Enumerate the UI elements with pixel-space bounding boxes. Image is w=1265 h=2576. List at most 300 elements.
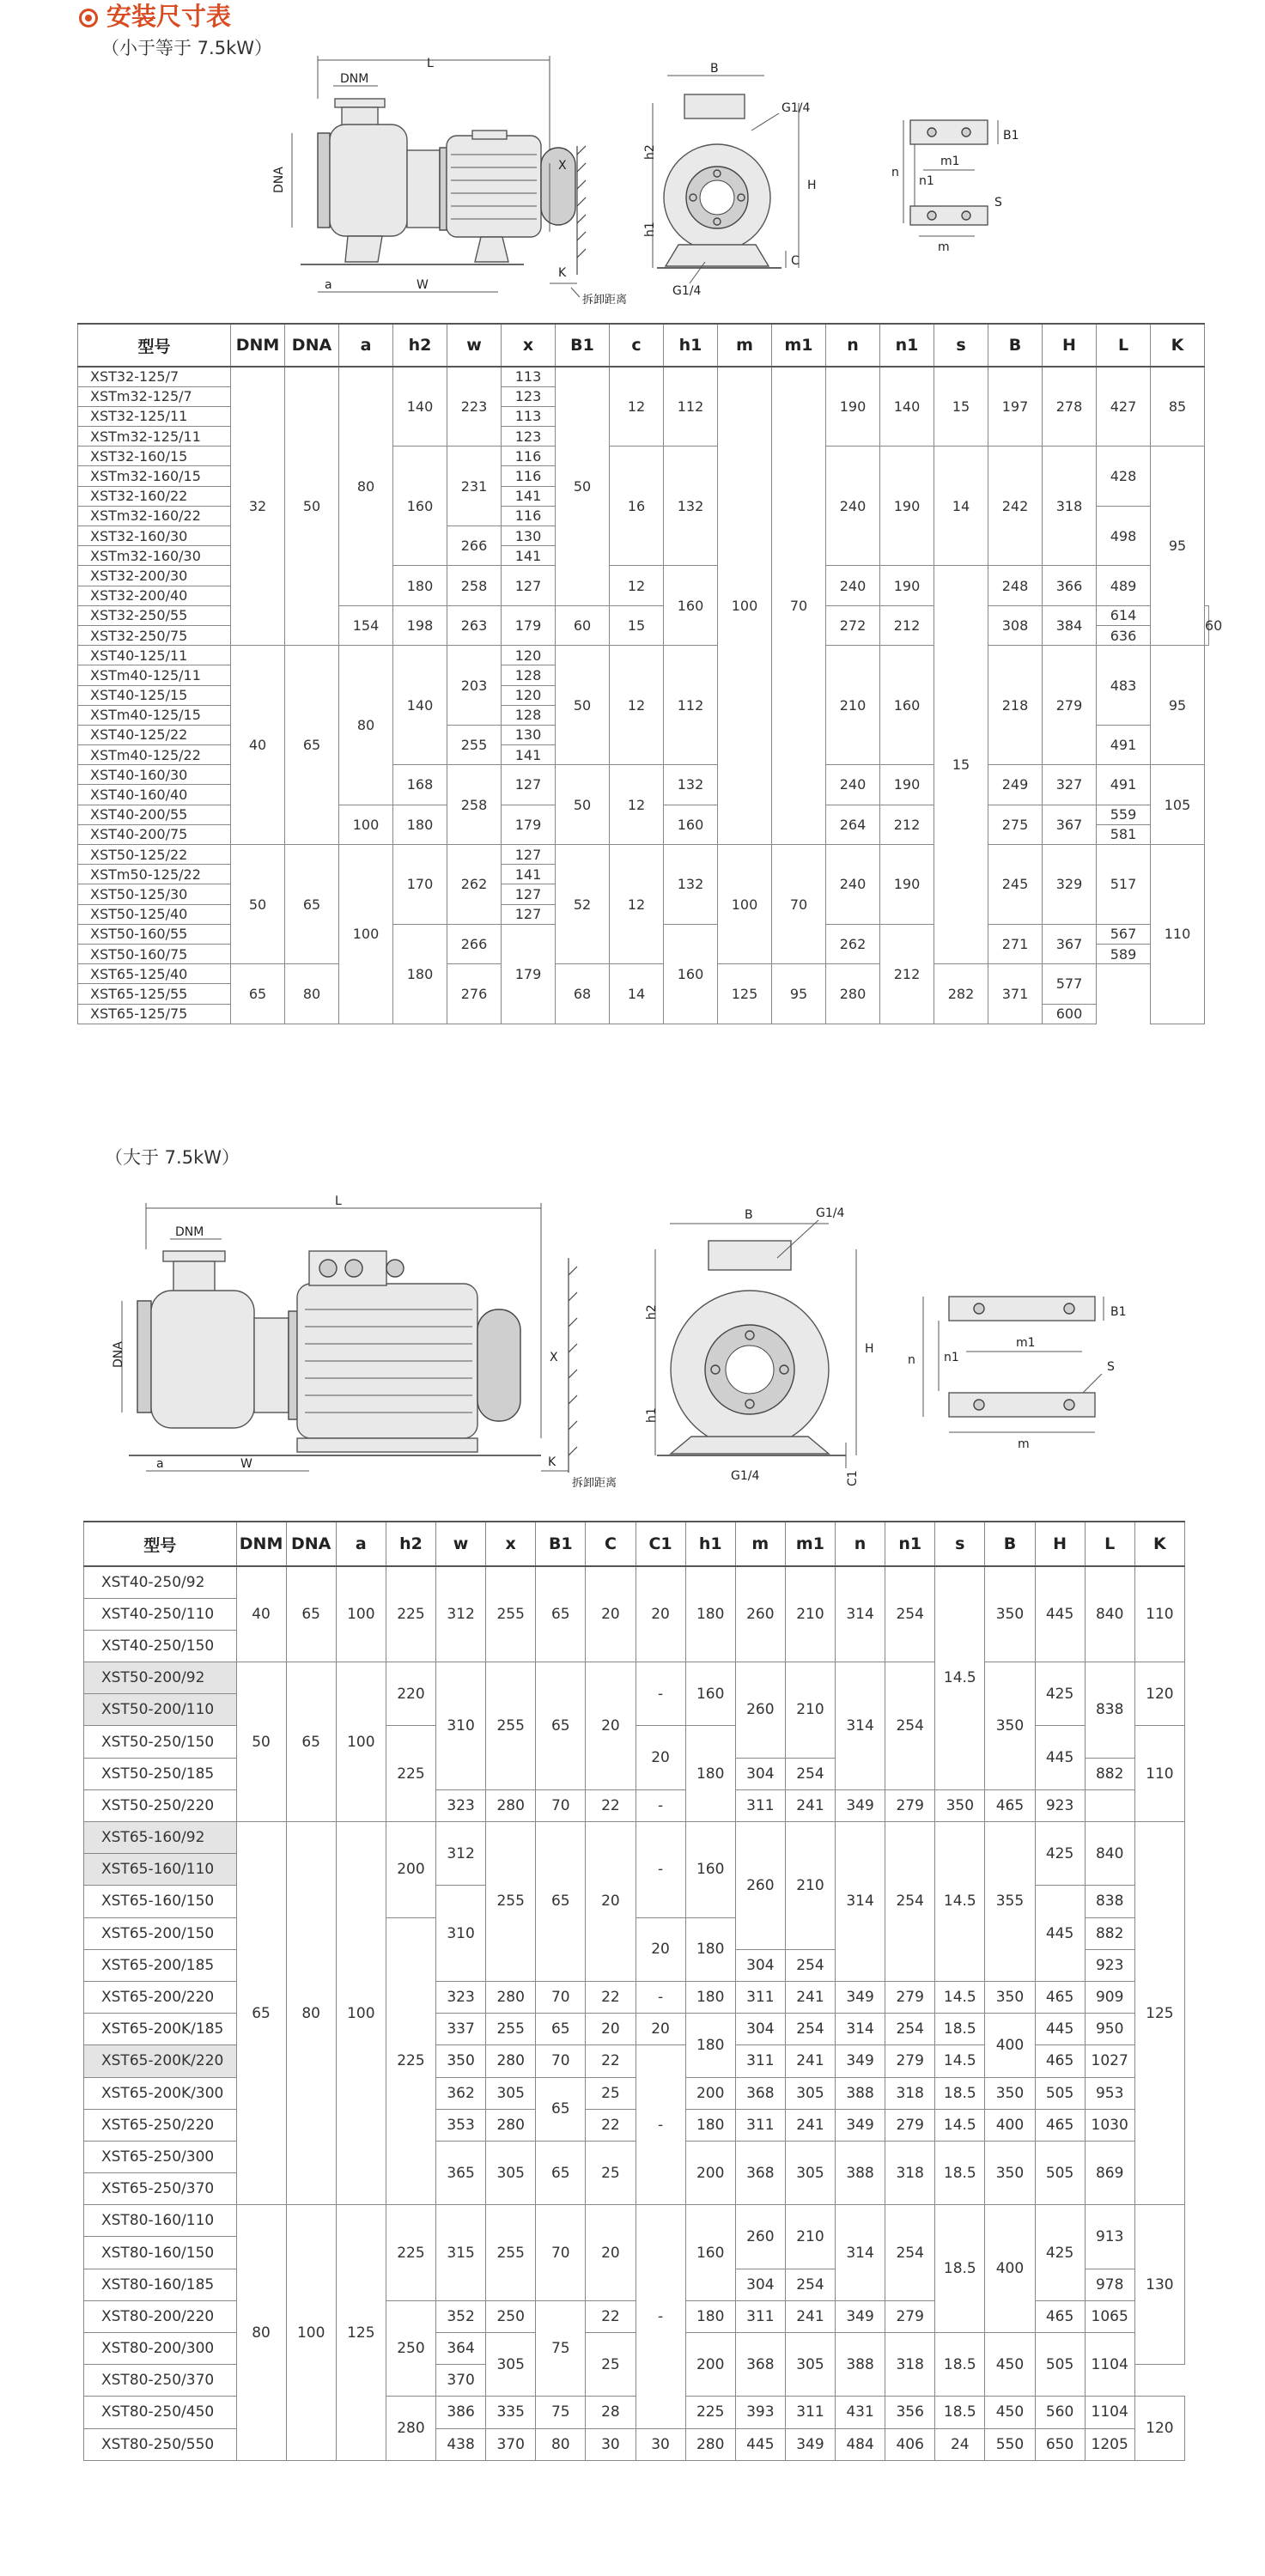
table-cell: 160: [664, 924, 718, 1024]
table-cell: 40: [231, 646, 285, 845]
table-header-row: [84, 1522, 1185, 1566]
svg-text:DNM: DNM: [175, 1225, 204, 1239]
table-cell: 353: [436, 2109, 486, 2141]
table-cell: 50: [236, 1662, 286, 1822]
table-cell: 386: [436, 2397, 486, 2428]
table-cell: 160: [880, 646, 934, 765]
table-cell: 305: [785, 2077, 835, 2109]
table-cell: 279: [885, 2109, 935, 2141]
table-cell: 260: [735, 1662, 785, 1759]
model-cell: XST32-125/7: [78, 367, 231, 386]
table-cell: 438: [436, 2428, 486, 2460]
table-cell: 70: [536, 2205, 586, 2301]
table-cell: 12: [610, 765, 664, 845]
table-cell: 242: [988, 447, 1043, 566]
table-cell: 400: [985, 2109, 1035, 2141]
table-cell: 311: [785, 2397, 835, 2428]
table-cell: 210: [785, 1662, 835, 1759]
model-cell: XST50-125/22: [78, 845, 231, 865]
table-cell: 210: [785, 1822, 835, 1950]
table-cell: 160: [685, 1822, 735, 1918]
model-cell: XST32-250/75: [78, 625, 231, 645]
table-cell: 198: [393, 605, 447, 645]
table-cell: 262: [826, 924, 880, 963]
table-row: [84, 1662, 1185, 1694]
table-cell: 491: [1097, 765, 1151, 805]
table-cell: 20: [636, 1566, 685, 1662]
table-cell: 254: [885, 1566, 935, 1662]
table-cell: 255: [486, 2014, 536, 2045]
model-cell: XST65-125/75: [78, 1004, 231, 1024]
model-cell: XST65-200K/220: [84, 2045, 237, 2077]
pump-side-view-drawing-large: [112, 1194, 617, 1490]
table-cell: 20: [636, 1917, 685, 1981]
model-cell: XST40-200/75: [78, 824, 231, 844]
table-cell: 112: [664, 367, 718, 447]
subtitle-large-power: （大于 7.5kW）: [105, 1147, 240, 1168]
table-cell: 271: [988, 924, 1043, 963]
table-cell: 349: [836, 2109, 885, 2141]
model-cell: XST65-125/40: [78, 964, 231, 984]
table-cell: 280: [486, 1981, 536, 2013]
table-cell: 1104: [1085, 2333, 1134, 2397]
table-cell: 52: [556, 845, 610, 964]
table-cell: 210: [826, 646, 880, 765]
table-cell: 308: [988, 605, 1043, 645]
table-cell: 428: [1097, 447, 1151, 507]
table-cell: 95: [1151, 447, 1205, 646]
col-header: C: [586, 1522, 636, 1566]
table-cell: 80: [285, 964, 339, 1024]
table-cell: 18.5: [935, 2141, 985, 2204]
table-cell: 388: [836, 2333, 885, 2397]
table-cell: 505: [1035, 2077, 1085, 2109]
table-cell: 241: [785, 2045, 835, 2077]
svg-text:a: a: [156, 1457, 164, 1471]
table-cell: 560: [1035, 2397, 1085, 2428]
model-cell: XST32-160/15: [78, 447, 231, 466]
table-cell: 255: [486, 1566, 536, 1662]
table-cell: 279: [885, 1789, 935, 1821]
table-cell: 367: [1043, 924, 1097, 963]
table-cell: 140: [393, 367, 447, 447]
table-cell: 364: [436, 2333, 486, 2365]
model-cell: XST32-125/11: [78, 406, 231, 426]
table-cell: -: [636, 2205, 685, 2428]
table-cell: 123: [502, 386, 556, 406]
model-cell: XST80-250/550: [84, 2428, 237, 2460]
table-cell: 223: [447, 367, 502, 447]
table-cell: 250: [486, 2300, 536, 2332]
table-cell: 240: [826, 566, 880, 605]
table-cell: 212: [880, 805, 934, 844]
table-cell: 132: [664, 765, 718, 805]
table-cell: 241: [785, 2300, 835, 2332]
svg-text:DNA: DNA: [112, 1341, 125, 1368]
table-cell: 355: [985, 1822, 1035, 1982]
table-cell: 366: [1043, 566, 1097, 605]
model-cell: XST65-200K/300: [84, 2077, 237, 2109]
table-cell: 125: [718, 964, 772, 1024]
col-header: w: [436, 1522, 486, 1566]
table-cell: 559: [1097, 805, 1151, 824]
table-cell: 310: [436, 1662, 486, 1790]
table-cell: 465: [985, 1789, 1035, 1821]
table-cell: 350: [985, 1566, 1035, 1662]
table-cell: 65: [286, 1566, 336, 1662]
table-cell: 22: [586, 2045, 636, 2077]
table-cell: 65: [231, 964, 285, 1024]
col-header: L: [1085, 1522, 1134, 1566]
col-header: n1: [885, 1522, 935, 1566]
table-cell: 311: [735, 1981, 785, 2013]
col-header: s: [934, 324, 988, 367]
model-cell: XST40-200/55: [78, 805, 231, 824]
page-title: 安装尺寸表: [79, 2, 231, 31]
table-cell: 120: [1134, 2397, 1184, 2460]
table-cell: 636: [1097, 625, 1151, 645]
table-cell: 425: [1035, 2205, 1085, 2301]
table-cell: 241: [785, 1981, 835, 2013]
col-header: x: [502, 324, 556, 367]
model-cell: XSTm50-125/22: [78, 865, 231, 884]
svg-text:m1: m1: [940, 155, 960, 168]
table-cell: 260: [735, 1566, 785, 1662]
table-cell: 225: [386, 1566, 435, 1662]
col-header: DNM: [231, 324, 285, 367]
table-cell: 425: [1035, 1822, 1085, 1886]
table-cell: 127: [502, 765, 556, 805]
table-cell: 14.5: [935, 2109, 985, 2141]
table-cell: 80: [536, 2428, 586, 2460]
table-cell: 70: [536, 1789, 586, 1821]
table-cell: 190: [880, 765, 934, 805]
table-cell: 225: [386, 2205, 435, 2301]
svg-text:G1/4: G1/4: [672, 284, 702, 298]
table-row: [78, 646, 1209, 665]
table-cell: 225: [386, 1917, 435, 2205]
table-cell: 255: [486, 2205, 536, 2301]
table-cell: 368: [735, 2333, 785, 2397]
table-cell: 70: [536, 2045, 586, 2077]
table-cell: 25: [586, 2333, 636, 2397]
table-cell: 240: [826, 447, 880, 566]
table-cell: 329: [1043, 845, 1097, 925]
model-cell: XSTm32-160/30: [78, 546, 231, 566]
table-cell: -: [636, 1789, 685, 1821]
table-cell: 160: [685, 2205, 735, 2301]
svg-text:K: K: [558, 266, 567, 280]
svg-text:a: a: [325, 278, 332, 292]
svg-text:L: L: [427, 57, 434, 70]
table-cell: 838: [1085, 1886, 1134, 1917]
table-cell: 909: [1085, 1981, 1134, 2013]
col-header: n: [836, 1522, 885, 1566]
table-cell: 65: [536, 2014, 586, 2045]
table-cell: 349: [836, 1789, 885, 1821]
table-cell: 18.5: [935, 2205, 985, 2333]
table-cell: 180: [393, 924, 447, 1024]
table-cell: 483: [1097, 646, 1151, 726]
table-cell: 75: [536, 2397, 586, 2428]
table-cell: 388: [836, 2077, 885, 2109]
table-cell: 465: [1035, 2045, 1085, 2077]
col-header: B1: [556, 324, 610, 367]
model-cell: XST40-160/30: [78, 765, 231, 785]
table-cell: 132: [664, 845, 718, 925]
col-header: 型号: [78, 324, 231, 367]
table-row: [84, 1822, 1185, 1854]
col-header: c: [610, 324, 664, 367]
svg-text:H: H: [865, 1342, 874, 1356]
table-cell: 180: [685, 1981, 735, 2013]
table-cell: 882: [1085, 1758, 1134, 1789]
table-cell: 280: [486, 2109, 536, 2141]
table-cell: 30: [636, 2428, 685, 2460]
table-cell: 22: [586, 2109, 636, 2141]
table-cell: 12: [610, 845, 664, 964]
table-cell: 349: [785, 2428, 835, 2460]
table-cell: 200: [386, 1822, 435, 1918]
model-cell: XST65-250/370: [84, 2173, 237, 2205]
table-cell: 838: [1085, 1662, 1134, 1759]
svg-text:n1: n1: [919, 174, 934, 188]
table-cell: 350: [436, 2045, 486, 2077]
svg-text:H: H: [807, 179, 817, 192]
svg-text:S: S: [1107, 1360, 1115, 1374]
table-cell: 349: [836, 2045, 885, 2077]
table-cell: 15: [934, 367, 988, 447]
table-cell: 200: [685, 2333, 735, 2397]
model-cell: XST40-125/15: [78, 685, 231, 705]
svg-text:G1/4: G1/4: [816, 1206, 845, 1220]
col-header: s: [935, 1522, 985, 1566]
table-cell: 12: [610, 646, 664, 765]
table-cell: 210: [785, 2205, 835, 2269]
table-cell: -: [636, 1662, 685, 1726]
model-cell: XST40-125/11: [78, 646, 231, 665]
table-cell: 130: [502, 725, 556, 744]
table-cell: 350: [985, 2077, 1035, 2109]
table-cell: 260: [735, 2205, 785, 2269]
table-cell: 50: [556, 646, 610, 765]
table-cell: 200: [685, 2141, 735, 2204]
col-header: B1: [536, 1522, 586, 1566]
table-cell: 311: [735, 1789, 785, 1821]
col-header: x: [486, 1522, 536, 1566]
table-row: [78, 845, 1209, 865]
model-cell: XSTm40-125/15: [78, 705, 231, 725]
table-cell: 279: [885, 2045, 935, 2077]
table-cell: 368: [735, 2141, 785, 2204]
svg-text:m: m: [1018, 1437, 1030, 1451]
table-cell: 318: [885, 2141, 935, 2204]
table-cell: 258: [447, 566, 502, 605]
table-cell: 1205: [1085, 2428, 1134, 2460]
svg-text:n: n: [891, 166, 899, 179]
col-header: L: [1097, 324, 1151, 367]
table-cell: 128: [502, 705, 556, 725]
table-cell: 505: [1035, 2333, 1085, 2397]
table-cell: 255: [486, 1822, 536, 1982]
table-cell: 327: [1043, 765, 1097, 805]
model-cell: XST65-200K/185: [84, 2014, 237, 2045]
table-cell: 245: [988, 845, 1043, 925]
table-cell: 254: [885, 2014, 935, 2045]
col-header: C1: [636, 1522, 685, 1566]
model-cell: XST80-200/220: [84, 2300, 237, 2332]
table-cell: 278: [1043, 367, 1097, 447]
table-cell: 140: [880, 367, 934, 447]
col-header: w: [447, 324, 502, 367]
table-cell: 445: [735, 2428, 785, 2460]
table-cell: 14: [934, 447, 988, 566]
svg-text:W: W: [417, 278, 429, 292]
table-cell: 254: [885, 1822, 935, 1982]
table-cell: 112: [664, 646, 718, 765]
model-cell: XST65-250/220: [84, 2109, 237, 2141]
table-cell: 577: [1043, 964, 1097, 1004]
col-header: m: [735, 1522, 785, 1566]
model-cell: XST50-250/220: [84, 1789, 237, 1821]
table-cell: 840: [1085, 1566, 1134, 1662]
table-cell: 197: [988, 367, 1043, 447]
model-cell: XST65-160/150: [84, 1886, 237, 1917]
table-cell: 100: [336, 1566, 386, 1662]
table-cell: 190: [880, 447, 934, 566]
table-cell: 40: [236, 1566, 286, 1662]
table-cell: 254: [785, 1949, 835, 1981]
table-cell: 141: [502, 546, 556, 566]
table-cell: 240: [826, 765, 880, 805]
table-cell: 50: [231, 845, 285, 964]
table-cell: 275: [988, 805, 1043, 844]
table-cell: -: [636, 1822, 685, 1918]
svg-text:m1: m1: [1016, 1336, 1036, 1350]
table-cell: 350: [985, 1981, 1035, 2013]
table-cell: 241: [785, 1789, 835, 1821]
table-cell: 272: [826, 605, 880, 645]
pump-foot-plate-drawing-large: [897, 1262, 1155, 1460]
table-cell: 116: [502, 447, 556, 466]
table-cell: 50: [285, 367, 339, 646]
table-cell: 16: [610, 447, 664, 566]
table-cell: 65: [236, 1822, 286, 2205]
model-cell: XST32-160/30: [78, 526, 231, 546]
table-cell: 28: [586, 2397, 636, 2428]
table-cell: 110: [1134, 1726, 1184, 1822]
table-cell: 279: [885, 1981, 935, 2013]
table-cell: 80: [339, 367, 393, 605]
model-cell: XST65-125/55: [78, 984, 231, 1004]
table-cell: 311: [735, 2300, 785, 2332]
table-cell: 350: [935, 1789, 985, 1821]
table-cell: 190: [880, 845, 934, 925]
table-cell: 14.5: [935, 1981, 985, 2013]
table-cell: 68: [556, 964, 610, 1024]
table-cell: 200: [685, 2077, 735, 2109]
svg-text:m: m: [938, 240, 950, 254]
svg-text:G1/4: G1/4: [731, 1469, 760, 1483]
table-cell: 258: [447, 765, 502, 845]
model-cell: XST50-160/75: [78, 944, 231, 963]
table-cell: 70: [772, 845, 826, 964]
table-cell: 14: [610, 964, 664, 1024]
col-header: n: [826, 324, 880, 367]
table-cell: 567: [1097, 924, 1151, 944]
table-cell: 264: [826, 805, 880, 844]
table-cell: 314: [836, 1566, 885, 1662]
col-header: h1: [685, 1522, 735, 1566]
table-cell: 95: [772, 964, 826, 1024]
table-cell: 365: [436, 2141, 486, 2204]
table-cell: 180: [685, 2109, 735, 2141]
table-cell: 312: [436, 1566, 486, 1662]
table-cell: 14.5: [935, 2045, 985, 2077]
table-cell: 70: [772, 367, 826, 845]
table-cell: 427: [1097, 367, 1151, 447]
table-cell: 22: [586, 1981, 636, 2013]
table-cell: 304: [735, 2269, 785, 2300]
svg-text:n1: n1: [944, 1351, 959, 1364]
table-cell: 305: [785, 2333, 835, 2397]
col-header: H: [1043, 324, 1097, 367]
table-cell: 113: [502, 406, 556, 426]
table-cell: 305: [486, 2141, 536, 2204]
model-cell: XSTm32-125/7: [78, 386, 231, 406]
table-cell: 276: [447, 964, 502, 1024]
svg-text:S: S: [994, 196, 1002, 210]
table-cell: 218: [988, 646, 1043, 765]
table-cell: 22: [586, 1789, 636, 1821]
table-cell: 180: [685, 2014, 735, 2077]
table-cell: 550: [985, 2428, 1035, 2460]
table-cell: 282: [934, 964, 988, 1024]
table-cell: 160: [664, 566, 718, 646]
table-cell: 20: [586, 2205, 636, 2301]
table-cell: 311: [735, 2045, 785, 2077]
table-cell: 20: [586, 1566, 636, 1662]
table-cell: 180: [685, 1917, 735, 1981]
table-cell: 505: [1035, 2141, 1085, 2204]
table-cell: 356: [885, 2397, 935, 2428]
svg-text:L: L: [335, 1194, 342, 1208]
table-cell: 15: [610, 605, 664, 645]
table-cell: 128: [502, 665, 556, 685]
table-cell: 100: [286, 2205, 336, 2461]
table-cell: 132: [664, 447, 718, 566]
table-cell: 25: [586, 2141, 636, 2204]
table-cell: 589: [1097, 944, 1151, 963]
table-cell: 362: [436, 2077, 486, 2109]
table-cell: 349: [836, 1981, 885, 2013]
col-header: B: [988, 324, 1043, 367]
table-cell: 923: [1035, 1789, 1085, 1821]
table-cell: 179: [502, 924, 556, 1024]
table-cell: 220: [386, 1662, 435, 1726]
table-cell: 225: [685, 2397, 735, 2428]
table-cell: 465: [1035, 2300, 1085, 2332]
model-cell: XST32-250/55: [78, 605, 231, 625]
table-cell: 953: [1085, 2077, 1134, 2109]
table-cell: 231: [447, 447, 502, 526]
table-cell: 212: [880, 924, 934, 1024]
svg-text:DNM: DNM: [340, 72, 369, 86]
table-cell: 100: [339, 845, 393, 1024]
model-cell: XST65-160/92: [84, 1822, 237, 1854]
table-cell: 318: [1043, 447, 1097, 566]
col-header: h2: [386, 1522, 435, 1566]
